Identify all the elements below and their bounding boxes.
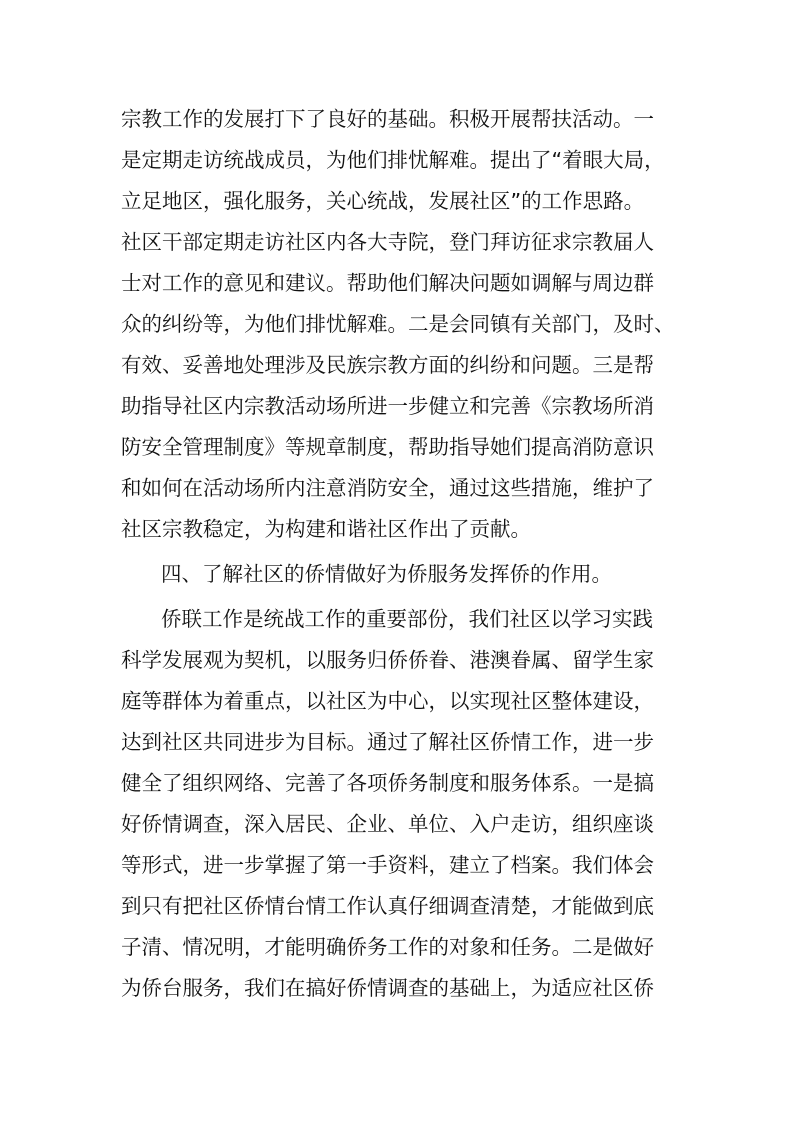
text-line-14: 科学发展观为契机，以服务归侨侨眷、港澳眷属、留学生家 [121,648,654,672]
text-line-19: 等形式，进一步掌握了第一手资料，建立了档案。我们体会 [121,853,654,877]
text-line-21: 子清、情况明，才能明确侨务工作的对象和任务。二是做好 [121,935,654,959]
text-line-3: 立足地区，强化服务，关心统战，发展社区”的工作思路。 [121,189,645,213]
text-line-2: 是定期走访统战成员，为他们排忧解难。提出了“着眼大局， [121,148,665,172]
text-line-5: 士对工作的意见和建议。帮助他们解决问题如调解与周边群 [121,271,654,295]
text-line-10: 和如何在活动场所内注意消防安全，通过这些措施，维护了 [121,476,654,500]
text-line-15: 庭等群体为着重点，以社区为中心，以实现社区整体建设， [121,689,654,713]
text-line-20: 到只有把社区侨情台情工作认真仔细调查清楚，才能做到底 [121,894,654,918]
text-line-6: 众的纠纷等，为他们排忧解难。二是会同镇有关部门，及时、 [121,312,675,336]
text-line-9: 防安全管理制度》等规章制度，帮助指导她们提高消防意识 [121,435,654,459]
text-line-17: 健全了组织网络、完善了各项侨务制度和服务体系。一是搞 [121,771,654,795]
paragraph-first-line: 侨联工作是统战工作的重要部份，我们社区以学习实践 [161,607,653,631]
text-line-11: 社区宗教稳定，为构建和谐社区作出了贡献。 [121,517,531,541]
section-heading: 四、了解社区的侨情做好为侨服务发挥侨的作用。 [161,562,612,586]
text-line-22: 为侨台服务，我们在搞好侨情调查的基础上，为适应社区侨 [121,976,654,1000]
text-line-16: 达到社区共同进步为目标。通过了解社区侨情工作，进一步 [121,730,654,754]
text-line-18: 好侨情调查，深入居民、企业、单位、入户走访，组织座谈 [121,812,654,836]
text-line-8: 助指导社区内宗教活动场所进一步健立和完善《宗教场所消 [121,394,654,418]
text-line-7: 有效、妥善地处理涉及民族宗教方面的纠纷和问题。三是帮 [121,353,654,377]
text-line-1: 宗教工作的发展打下了良好的基础。积极开展帮扶活动。一 [121,107,654,131]
text-line-4: 社区干部定期走访社区内各大寺院，登门拜访征求宗教届人 [121,230,654,254]
